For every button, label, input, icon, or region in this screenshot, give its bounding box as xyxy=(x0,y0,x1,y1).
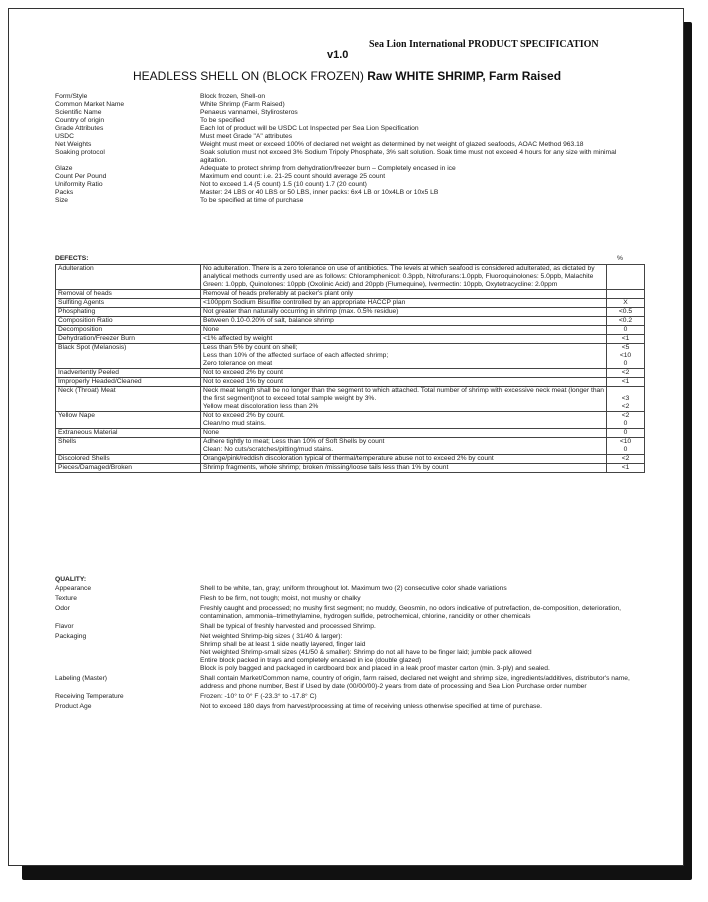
defect-name: Composition Ratio xyxy=(56,317,201,326)
quality-row xyxy=(55,703,645,711)
field-value: Maximum end count: i.e. 21-25 count should average 25 count xyxy=(200,173,386,180)
defect-criteria: Not to exceed 2% by count xyxy=(201,369,607,378)
defect-criteria: Shrimp fragments, whole shrimp; broken /missing/loose tails less than 1% by count xyxy=(201,464,607,473)
field-value: Soak solution must not exceed 3% Sodium Tripoly Phosphate, 3% salt solution. Soak time must not exceed 4 hours for any size with minimal agitation. xyxy=(200,149,617,164)
field-label: Form/Style xyxy=(55,93,88,100)
spec-row xyxy=(55,109,645,117)
defect-criteria: None xyxy=(201,429,607,438)
defect-percent: <3 <2 xyxy=(607,387,645,412)
spec-row xyxy=(55,101,645,109)
defect-row xyxy=(56,335,645,344)
defect-percent: 0 xyxy=(607,326,645,335)
defect-name: Black Spot (Melanosis) xyxy=(56,344,201,369)
field-label: Appearance xyxy=(55,585,92,592)
defect-name: Adulteration xyxy=(56,265,201,290)
defect-name: Dehydration/Freezer Burn xyxy=(56,335,201,344)
defect-criteria: Not greater than naturally occurring in shrimp (max. 0.5% residue) xyxy=(201,308,607,317)
spec-row xyxy=(55,197,645,205)
spec-row xyxy=(55,125,645,133)
spec-row xyxy=(55,173,645,181)
quality-list xyxy=(55,585,645,713)
field-value: White Shrimp (Farm Raised) xyxy=(200,101,285,108)
defect-row xyxy=(56,290,645,299)
field-value: Shall contain Market/Common name, country of origin, farm raised, declared net weight and shrimp size, ingredients/additives, distributor's name, address and phone number, Best if Used by date (00/00/00)-2 years from date of processing and Sea Lion Purchase order number xyxy=(200,675,630,690)
defects-heading: DEFECTS: xyxy=(55,255,89,262)
quality-row xyxy=(55,605,645,621)
field-value: Each lot of product will be USDC Lot Inspected per Sea Lion Specification xyxy=(200,125,419,132)
defect-percent: <2 xyxy=(607,455,645,464)
document-title xyxy=(9,69,684,83)
spec-row xyxy=(55,117,645,125)
field-label: Odor xyxy=(55,605,70,612)
spec-row xyxy=(55,133,645,141)
defect-row xyxy=(56,265,645,290)
field-label: Labeling (Master) xyxy=(55,675,108,682)
field-value: Not to exceed 1.4 (5 count) 1.5 (10 count) 1.7 (20 count) xyxy=(200,181,367,188)
defect-name: Removal of heads xyxy=(56,290,201,299)
defect-percent: <1 xyxy=(607,464,645,473)
defect-criteria: Removal of heads preferably at packer's plant only xyxy=(201,290,607,299)
defect-row xyxy=(56,438,645,455)
field-label: Texture xyxy=(55,595,77,602)
quality-row xyxy=(55,623,645,631)
defects-table xyxy=(55,264,645,473)
field-value: Not to exceed 180 days from harvest/processing at time of receiving unless otherwise specified at time of purchase. xyxy=(200,703,542,710)
defect-name: Pieces/Damaged/Broken xyxy=(56,464,201,473)
spec-row xyxy=(55,165,645,173)
spec-document-page xyxy=(8,8,684,866)
defect-row xyxy=(56,412,645,429)
field-value: Shall be typical of freshly harvested and processed Shrimp. xyxy=(200,623,376,630)
defect-percent xyxy=(607,265,645,290)
defect-name: Neck (Throat) Meat xyxy=(56,387,201,412)
spec-row xyxy=(55,141,645,149)
defect-criteria: Orange/pink/reddish discoloration typical of thermal/temperature abuse not to exceed 2% by count xyxy=(201,455,607,464)
quality-row xyxy=(55,633,645,673)
defect-name: Yellow Nape xyxy=(56,412,201,429)
field-value: Must meet Grade "A" attributes xyxy=(200,133,293,140)
defect-row xyxy=(56,299,645,308)
defect-name: Improperly Headed/Cleaned xyxy=(56,378,201,387)
spec-row xyxy=(55,181,645,189)
field-value: Net weighted Shrimp-big sizes ( 31/40 & larger): Shrimp shall be at least 1 side neatly layered, finger laid Net weighted Shrimp-small sizes (41/50 & smaller): Shrimp do not all have to be finger laid; jumble pack allowed Entire block packed in trays and completely encased in ice (double glazed) Block is poly bagged and packaged in cardboard box and placed in a leak proof master carton (min. 3-ply) and sealed. xyxy=(200,633,550,672)
field-label: Glaze xyxy=(55,165,73,172)
field-label: Soaking protocol xyxy=(55,149,105,156)
field-label: Country of origin xyxy=(55,117,105,124)
defect-criteria: Not to exceed 1% by count xyxy=(201,378,607,387)
quality-header: QUALITY: xyxy=(55,576,87,583)
field-label: Size xyxy=(55,197,69,204)
field-value: To be specified xyxy=(200,117,245,124)
field-label: Grade Attributes xyxy=(55,125,104,132)
field-label: Count Per Pound xyxy=(55,173,107,180)
defect-row xyxy=(56,308,645,317)
field-value: Block frozen, Shell-on xyxy=(200,93,266,100)
field-value: Weight must meet or exceed 100% of declared net weight as determined by net weight of glazed seafoods, AOAC Method 963.18 xyxy=(200,141,584,148)
defect-row xyxy=(56,369,645,378)
defect-row xyxy=(56,326,645,335)
defect-row xyxy=(56,317,645,326)
defect-name: Phosphating xyxy=(56,308,201,317)
title-product-form: HEADLESS SHELL ON (BLOCK FROZEN) xyxy=(132,69,364,83)
defects-header xyxy=(55,255,645,263)
field-label: USDC xyxy=(55,133,74,140)
quality-row xyxy=(55,693,645,701)
defect-percent: <0.2 xyxy=(607,317,645,326)
field-label: Packs xyxy=(55,189,74,196)
title-product-name: Raw WHITE SHRIMP, Farm Raised xyxy=(367,69,562,83)
defect-criteria: None xyxy=(201,326,607,335)
defect-criteria: Not to exceed 2% by count. Clean/no mud stains. xyxy=(201,412,607,429)
field-value: Master: 24 LBS or 40 LBS or 50 LBS, inner packs: 6x4 LB or 10x4LB or 10x5 LB xyxy=(200,189,439,196)
field-label: Common Market Name xyxy=(55,101,125,108)
quality-row xyxy=(55,585,645,593)
field-value: Shell to be white, tan, gray; uniform throughout lot. Maximum two (2) consecutive color shade variations xyxy=(200,585,507,592)
defect-criteria: <1% affected by weight xyxy=(201,335,607,344)
spec-row xyxy=(55,149,645,165)
defect-percent: <2 xyxy=(607,369,645,378)
field-value: Flesh to be firm, not tough; moist, not mushy or chalky xyxy=(200,595,361,602)
field-value: Freshly caught and processed; no mushy first segment; no muddy, Geosmin, no odors indicative of putrefaction, de-composition, deterioration, contamination, ammonia–trimethylamine, hydrogen sulfide, petrochemical, chlorine, rancidity or other chemicals xyxy=(200,605,622,620)
field-label: Product Age xyxy=(55,703,92,710)
percent-heading: % xyxy=(617,255,623,262)
defect-percent: X xyxy=(607,299,645,308)
defect-percent: <1 xyxy=(607,335,645,344)
defect-row xyxy=(56,378,645,387)
field-label: Net Weights xyxy=(55,141,92,148)
defect-name: Discolored Shells xyxy=(56,455,201,464)
defect-criteria: <100ppm Sodium Bisulfite controlled by an appropriate HACCP plan xyxy=(201,299,607,308)
field-value: To be specified at time of purchase xyxy=(200,197,304,204)
defect-name: Shells xyxy=(56,438,201,455)
defect-percent: <10 0 xyxy=(607,438,645,455)
spec-row xyxy=(55,189,645,197)
field-label: Packaging xyxy=(55,633,87,640)
defect-row xyxy=(56,464,645,473)
defect-row xyxy=(56,429,645,438)
defect-percent: <1 xyxy=(607,378,645,387)
defect-criteria: Less than 5% by count on shell; Less than 10% of the affected surface of each affected shrimp; Zero tolerance on meat xyxy=(201,344,607,369)
defect-percent: <5 <10 0 xyxy=(607,344,645,369)
defect-criteria: Between 0.10-0.20% of salt, balance shrimp xyxy=(201,317,607,326)
defect-name: Extraneous Material xyxy=(56,429,201,438)
defect-row xyxy=(56,344,645,369)
spec-row xyxy=(55,93,645,101)
defect-criteria: Adhere tightly to meat; Less than 10% of Soft Shells by count Clean: No cuts/scratches/pitting/mud stains. xyxy=(201,438,607,455)
defect-percent xyxy=(607,290,645,299)
defect-row xyxy=(56,455,645,464)
defect-row xyxy=(56,387,645,412)
company-header: Sea Lion International PRODUCT SPECIFICATION xyxy=(369,39,599,50)
defect-criteria: Neck meat length shall be no longer than the segment to which attached. Total number of shrimp with excessive neck meat (longer than the first segment)not to exceed total sample weight by 3%. Yellow meat discoloration less than 2% xyxy=(201,387,607,412)
defect-criteria: No adulteration. There is a zero tolerance on use of antibiotics. The levels at which seafood is considered adulterated, as dictated by analytical methods currently used are as follows: Chloramphenicol: 0.3ppb, Nitrofurans:1.0ppb, Fluoroquinolones: 5.0ppb, Malachite Green: 1.0ppb, Quinolones: 10ppb (Oxolinic Acid) and 20ppb (Flumequine), Ivermectin: 10ppb, Oxytetracycline: 2.0ppm xyxy=(201,265,607,290)
field-label: Uniformity Ratio xyxy=(55,181,103,188)
field-label: Scientific Name xyxy=(55,109,102,116)
field-label: Flavor xyxy=(55,623,74,630)
quality-row xyxy=(55,595,645,603)
defect-name: Inadvertently Peeled xyxy=(56,369,201,378)
field-label: Receiving Temperature xyxy=(55,693,124,700)
field-value: Frozen: -10° to 0° F (-23.3° to -17.8° C) xyxy=(200,693,317,700)
defect-name: Sulfiting Agents xyxy=(56,299,201,308)
quality-row xyxy=(55,675,645,691)
field-value: Penaeus vannamei, Stylirosteros xyxy=(200,109,298,116)
spec-list xyxy=(55,93,645,205)
defect-percent: <0.5 xyxy=(607,308,645,317)
defect-name: Decomposition xyxy=(56,326,201,335)
version-label: v1.0 xyxy=(327,49,349,61)
defect-percent: 0 xyxy=(607,429,645,438)
field-value: Adequate to protect shrimp from dehydration/freezer burn – Completely encased in ice xyxy=(200,165,456,172)
defect-percent: <2 0 xyxy=(607,412,645,429)
